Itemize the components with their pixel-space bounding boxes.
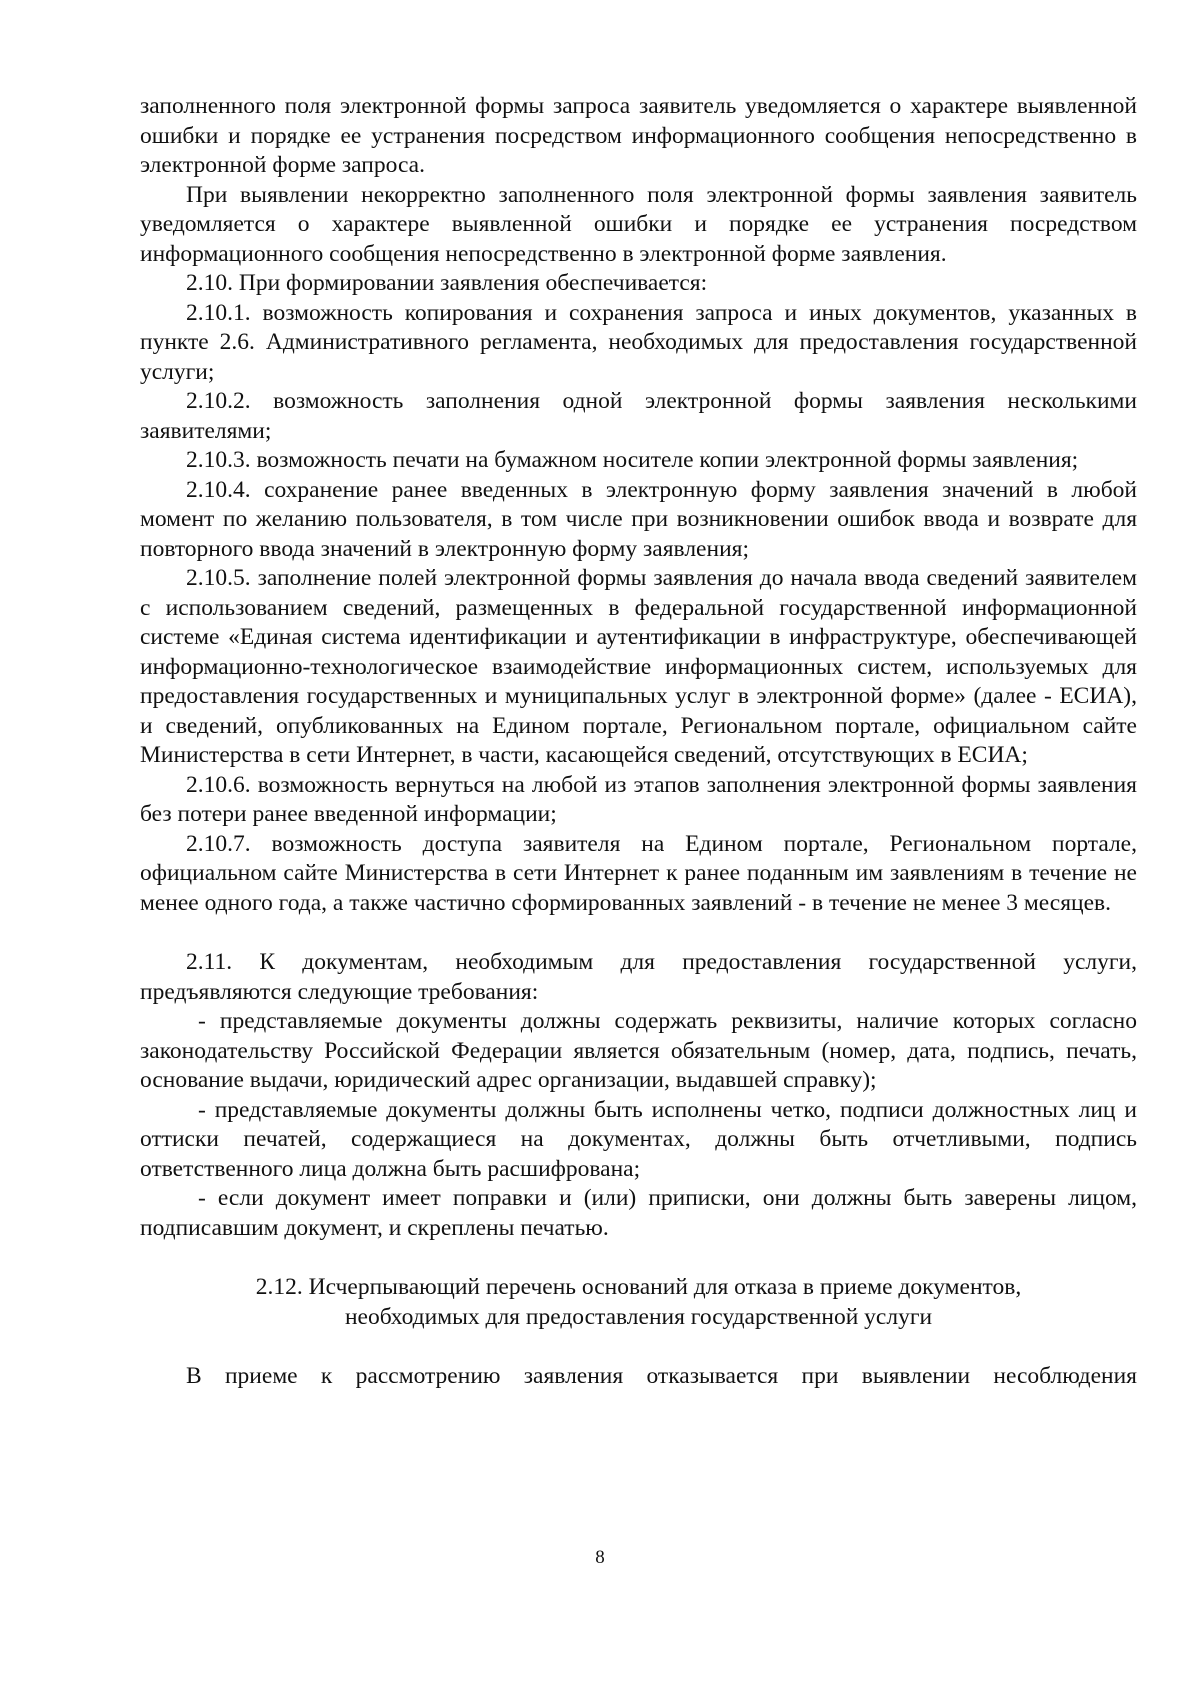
paragraph-continuation: заполненного поля электронной формы запроса заявитель уведомляется о характере выявленной ошибки и порядке ее устранения посредством информационного сообщения непосредственно в электронной форме запроса. (140, 93, 1137, 178)
paragraph-2-10-1: 2.10.1. возможность копирования и сохранения запроса и иных документов, указанных в пункте 2.6. Административного регламента, необходимых для предоставления государственной услуги; (140, 299, 1137, 385)
requirement-item: - представляемые документы должны содержать реквизиты, наличие которых согласно законодательству Российской Федерации является обязательным (номер, дата, подпись, печать, основание выдачи, юридический адрес организации, выдавшей справку); (140, 1008, 1137, 1093)
requirement-item: - если документ имеет поправки и (или) приписки, они должны быть заверены лицом, подписавшим документ, и скреплены печатью. (140, 1185, 1137, 1241)
paragraph-2-10-4: 2.10.4. сохранение ранее введенных в электронную форму заявления значений в любой момент по желанию пользователя, в том числе при возникновении ошибок ввода и возврате для повторного ввода значений в электронную форму заявления; (140, 476, 1137, 562)
document-page (140, 92, 1137, 1392)
paragraph-2-12-text: В приеме к рассмотрению заявления отказывается при выявлении несоблюдения (186, 1363, 1137, 1389)
section-spacer (140, 1243, 1137, 1273)
paragraph-2-10-7: 2.10.7. возможность доступа заявителя на Едином портале, Региональном портале, официальном сайте Министерства в сети Интернет к ранее поданным им заявлениям в течение не менее одного года, а также частично сформированных заявлений - в течение не менее 3 месяцев. (140, 830, 1137, 916)
requirement-item: - представляемые документы должны быть исполнены четко, подписи должностных лиц и оттиски печатей, содержащиеся на документах, должны быть отчетливыми, подпись ответственного лица должна быть расшифрована; (140, 1096, 1137, 1182)
section-spacer (140, 1332, 1137, 1362)
paragraph-incorrect-field: При выявлении некорректно заполненного поля электронной формы заявления заявитель уведомляется о характере выявленной ошибки и порядке ее устранения посредством информационного сообщения непосредственно в электронной форме заявления. (140, 181, 1137, 267)
paragraph-2-10-5: 2.10.5. заполнение полей электронной формы заявления до начала ввода сведений заявителем с использованием сведений, размещенных в федеральной государственной информационной системе «Единая система идентификации и аутентификации в инфраструктуре, обеспечивающей информационно-технологическое взаимодействие информационных систем, используемых для предоставления государственных и муниципальных услуг в электронной форме» (далее - ЕСИА), и сведений, опубликованных на Едином портале, Региональном портале, официальном сайте Министерства в сети Интернет, в части, касающейся сведений, отсутствующих в ЕСИА; (140, 565, 1137, 768)
paragraph-2-10-6: 2.10.6. возможность вернуться на любой из этапов заполнения электронной формы заявления без потери ранее введенной информации; (140, 771, 1137, 827)
paragraph-2-10: 2.10. При формировании заявления обеспечивается: (186, 270, 708, 296)
heading-line: необходимых для предоставления государственной услуги (344, 1303, 933, 1330)
section-spacer (140, 918, 1137, 948)
section-heading-2-12 (140, 1273, 1137, 1332)
paragraph-2-10-2: 2.10.2. возможность заполнения одной электронной формы заявления несколькими заявителями; (140, 388, 1137, 444)
paragraph-2-11-intro: 2.11. К документам, необходимым для предоставления государственной услуги, предъявляются следующие требования: (140, 949, 1137, 1005)
heading-line: 2.12. Исчерпывающий перечень оснований для отказа в приеме документов, (255, 1274, 1022, 1300)
paragraph-2-10-3: 2.10.3. возможность печати на бумажном носителе копии электронной формы заявления; (186, 447, 1079, 473)
page-number: 8 (595, 1547, 605, 1568)
